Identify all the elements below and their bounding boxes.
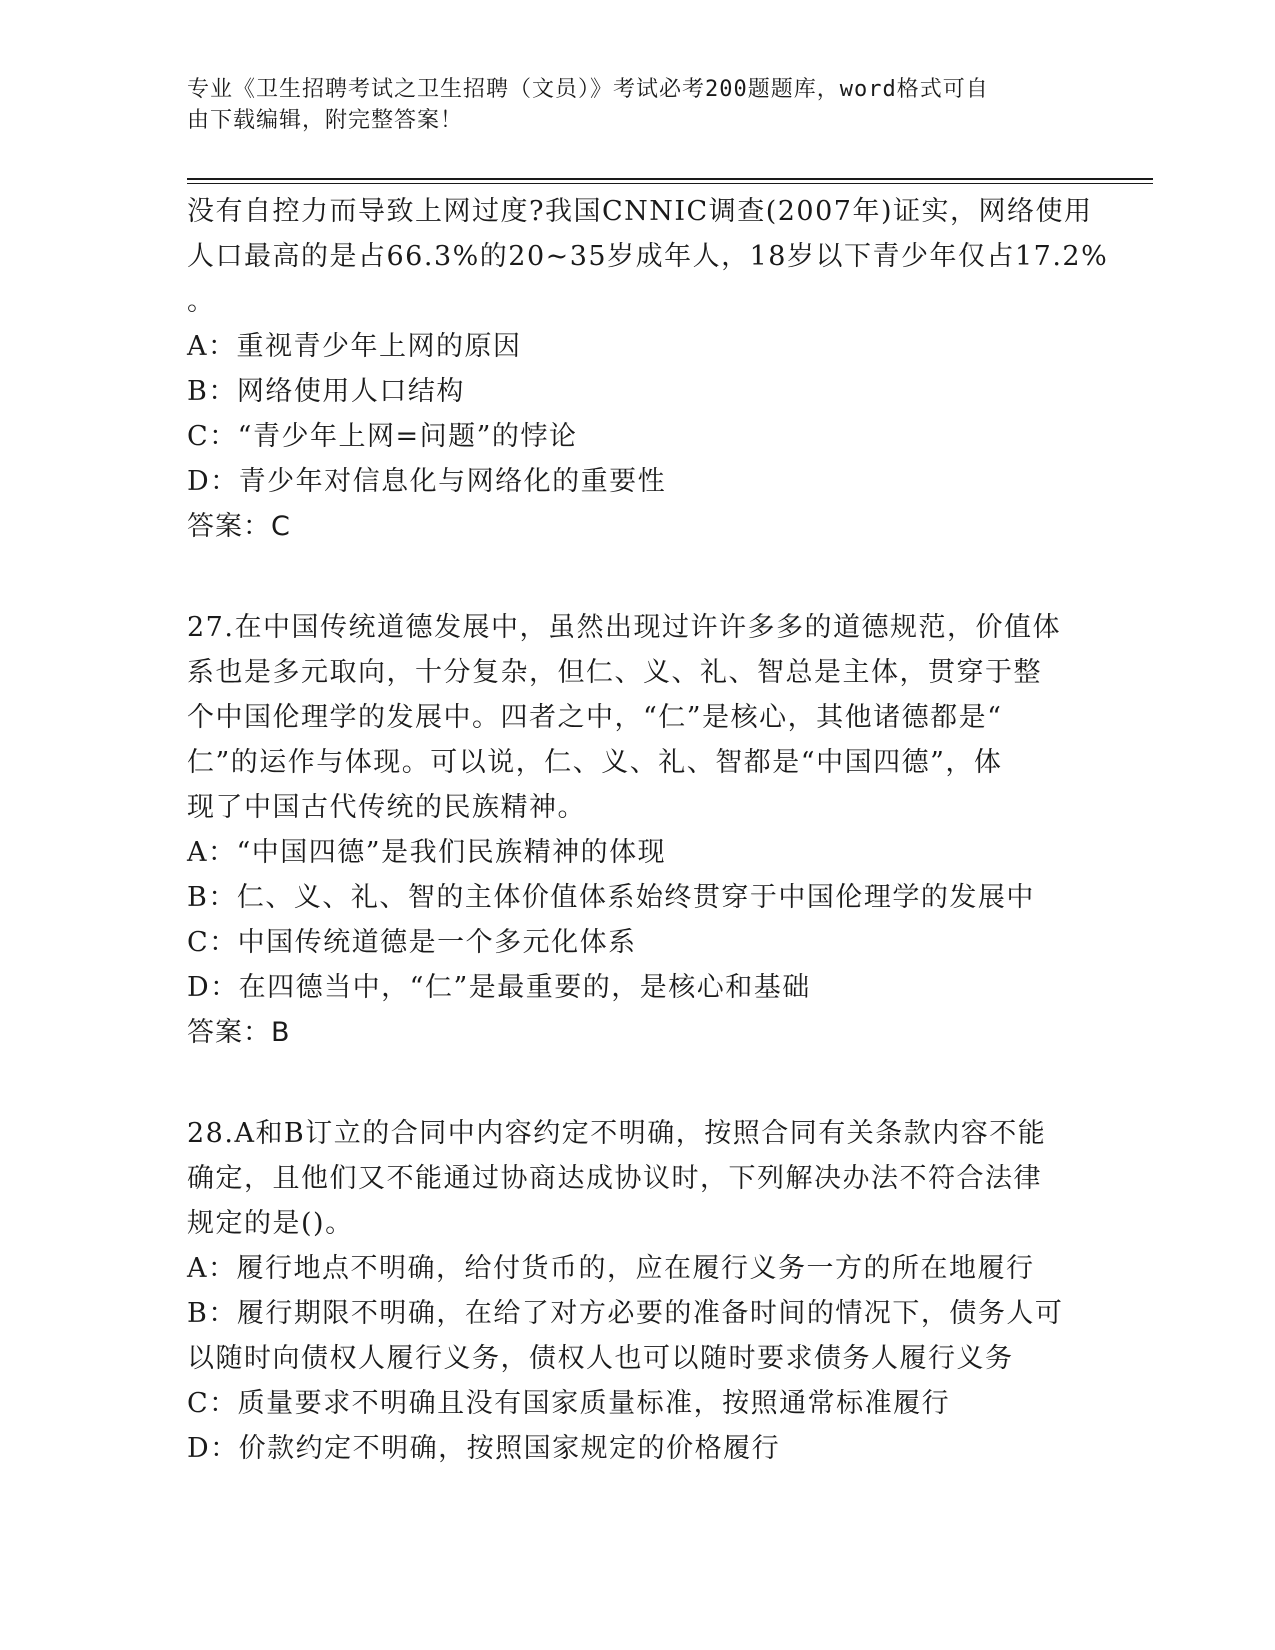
question-stem-line: 仁”的运作与体现。可以说，仁、义、礼、智都是“中国四德”，体 bbox=[187, 747, 1003, 778]
question-stem-line: 个中国伦理学的发展中。四者之中，“仁”是核心，其他诸德都是“ bbox=[187, 702, 1003, 733]
option-d: D：青少年对信息化与网络化的重要性 bbox=[187, 466, 667, 497]
header-title-line-2: 由下载编辑，附完整答案！ bbox=[187, 108, 464, 133]
option-b-line: 以随时向债权人履行义务，债权人也可以随时要求债务人履行义务 bbox=[187, 1343, 1014, 1374]
question-spacer bbox=[187, 1055, 1087, 1111]
answer-label: 答案：C bbox=[187, 511, 291, 542]
question-stem-line: 人口最高的是占66.3%的20~35岁成年人，18岁以下青少年仅占17.2% bbox=[187, 241, 1109, 272]
header-divider-thin bbox=[187, 183, 1153, 184]
question-stem-line: 系也是多元取向，十分复杂，但仁、义、礼、智总是主体，贯穿于整 bbox=[187, 657, 1042, 688]
question-stem-line: 没有自控力而导致上网过度?我国CNNIC调查(2007年)证实，网络使用 bbox=[187, 196, 1093, 227]
option-c: C：“青少年上网=问题”的悖论 bbox=[187, 421, 578, 452]
document-header bbox=[187, 74, 1087, 136]
question-28 bbox=[187, 1111, 1087, 1471]
question-stem-line: 确定，且他们又不能通过协商达成协议时，下列解决办法不符合法律 bbox=[187, 1163, 1042, 1194]
question-spacer bbox=[187, 549, 1087, 605]
option-a: A：履行地点不明确，给付货币的，应在履行义务一方的所在地履行 bbox=[187, 1253, 1035, 1284]
question-stem-line: 现了中国古代传统的民族精神。 bbox=[187, 792, 586, 823]
option-b-line: B：履行期限不明确，在给了对方必要的准备时间的情况下，债务人可 bbox=[187, 1298, 1064, 1329]
question-stem-line: 规定的是()。 bbox=[187, 1208, 354, 1239]
question-26 bbox=[187, 189, 1109, 549]
question-stem-line: 。 bbox=[187, 286, 216, 317]
header-divider-thick bbox=[187, 178, 1153, 180]
option-a: A：“中国四德”是我们民族精神的体现 bbox=[187, 837, 667, 868]
answer-label: 答案：B bbox=[187, 1017, 291, 1048]
option-a: A：重视青少年上网的原因 bbox=[187, 331, 522, 362]
option-d: D：价款约定不明确，按照国家规定的价格履行 bbox=[187, 1433, 781, 1464]
option-b: B：网络使用人口结构 bbox=[187, 376, 465, 407]
header-title-line-1: 专业《卫生招聘考试之卫生招聘（文员）》考试必考200题题库，word格式可自 bbox=[187, 77, 989, 102]
option-b: B：仁、义、礼、智的主体价值体系始终贯穿于中国伦理学的发展中 bbox=[187, 882, 1035, 913]
question-stem-line: 27.在中国传统道德发展中，虽然出现过许许多多的道德规范，价值体 bbox=[187, 612, 1061, 643]
option-d: D：在四德当中，“仁”是最重要的，是核心和基础 bbox=[187, 972, 811, 1003]
document-body bbox=[187, 189, 1109, 1471]
option-c: C：质量要求不明确且没有国家质量标准，按照通常标准履行 bbox=[187, 1388, 951, 1419]
question-27 bbox=[187, 605, 1087, 1055]
option-c: C：中国传统道德是一个多元化体系 bbox=[187, 927, 637, 958]
question-stem-line: 28.A和B订立的合同中内容约定不明确，按照合同有关条款内容不能 bbox=[187, 1118, 1047, 1149]
